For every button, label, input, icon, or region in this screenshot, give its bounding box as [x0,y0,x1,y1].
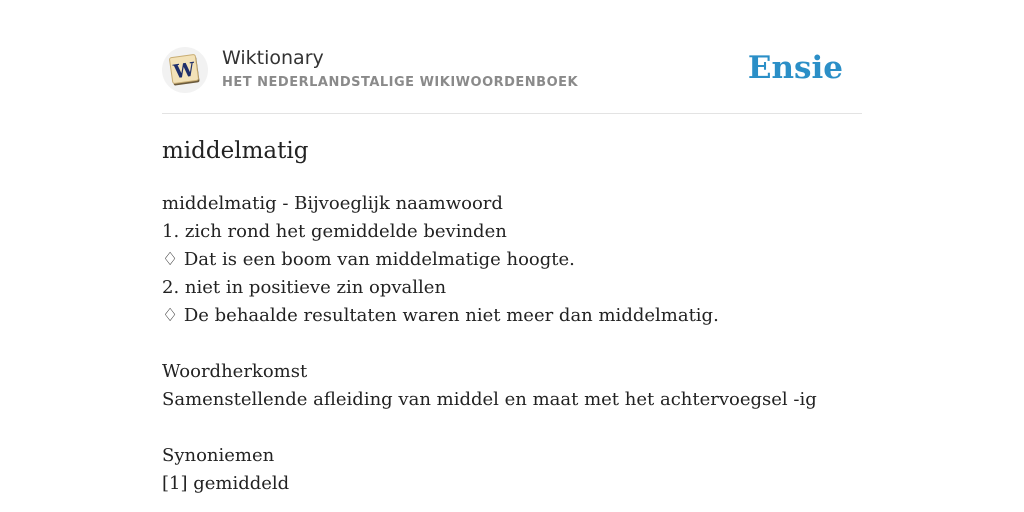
page-title: middelmatig [162,138,309,164]
spacer [162,414,862,442]
site-title[interactable]: Wiktionary [222,47,324,69]
etymology-text: Samenstellende afleiding van middel en maat met het achtervoegsel -ig [162,389,817,410]
ensie-brand-link[interactable]: Ensie [747,50,843,86]
part-of-speech-line: middelmatig - Bijvoeglijk naamwoord [162,193,503,214]
synonyms-heading: Synoniemen [162,445,275,466]
wiktionary-tile-icon [168,53,202,87]
example-2: ♢ De behaalde resultaten waren niet meer dan middelmatig. [162,305,719,326]
example-1: ♢ Dat is een boom van middelmatige hoogte. [162,249,575,270]
definition-2: 2. niet in positieve zin opvallen [162,277,447,298]
synonym-item: [1] gemiddeld [162,473,290,494]
entry-content [162,190,862,498]
wiktionary-logo[interactable] [162,47,208,93]
etymology-heading: Woordherkomst [162,361,308,382]
site-header [162,44,862,114]
definition-1: 1. zich rond het gemiddelde bevinden [162,221,507,242]
header-divider [162,113,862,114]
site-subtitle: HET NEDERLANDSTALIGE WIKIWOORDENBOEK [222,75,579,90]
spacer [162,330,862,358]
svg-text:W: W [172,58,197,84]
